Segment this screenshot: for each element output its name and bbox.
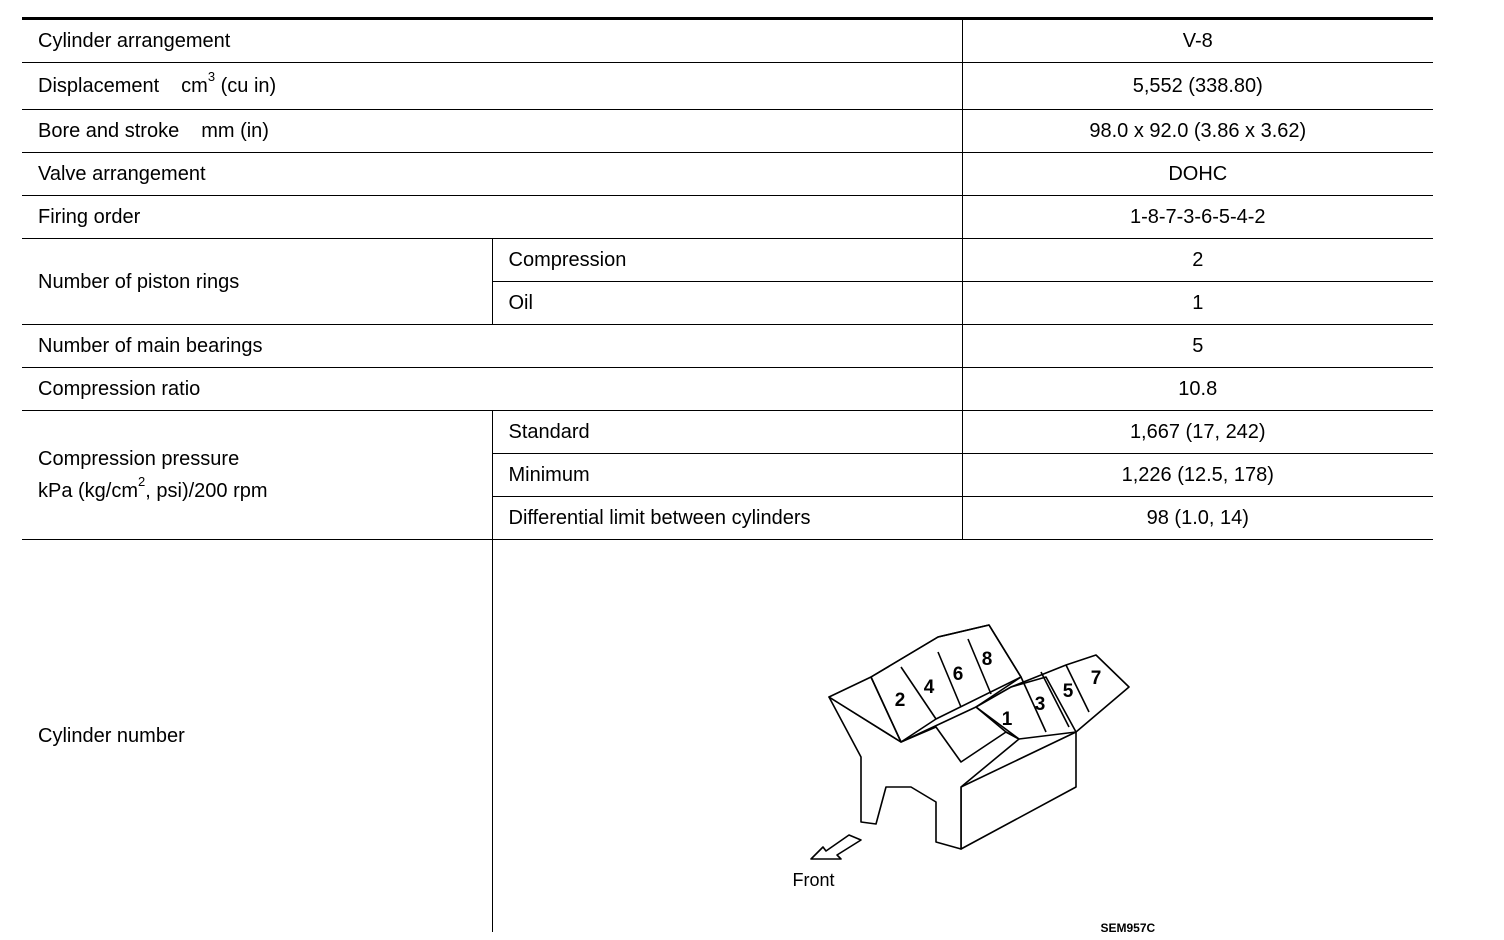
piston-rings-oil-label: Oil: [492, 282, 962, 325]
displacement-label: Displacement: [38, 75, 160, 97]
engine-spec-table: [22, 17, 1433, 935]
displacement-cell: [22, 63, 962, 110]
cylinder-label-1: 1: [1001, 709, 1012, 730]
row-compression-standard: [22, 411, 1433, 454]
piston-rings-compression-label: Compression: [492, 239, 962, 282]
row-compression-ratio: [22, 368, 1433, 411]
main-bearings-label: Number of main bearings: [22, 325, 962, 368]
cylinder-diagram-cell: [492, 540, 1433, 933]
compression-differential-value: 98 (1.0, 14): [962, 497, 1433, 540]
cylinder-label-6: 6: [952, 664, 963, 685]
compression-minimum-label: Minimum: [492, 454, 962, 497]
cylinder-arrangement-label: Cylinder arrangement: [22, 19, 962, 63]
piston-rings-compression-value: 2: [962, 239, 1433, 282]
valve-arrangement-value: DOHC: [962, 153, 1433, 196]
piston-rings-label: Number of piston rings: [22, 239, 492, 325]
compression-ratio-value: 10.8: [962, 368, 1433, 411]
bore-stroke-unit: mm (in): [201, 120, 269, 142]
compression-differential-label: Differential limit between cylinders: [492, 497, 962, 540]
v8-engine-diagram: [493, 540, 1434, 932]
row-firing-order: [22, 196, 1433, 239]
cylinder-number-label: Cylinder number: [22, 540, 492, 933]
cylinder-label-3: 3: [1034, 694, 1045, 715]
row-cylinder-number: [22, 540, 1433, 933]
row-main-bearings: [22, 325, 1433, 368]
firing-order-value: 1-8-7-3-6-5-4-2: [962, 196, 1433, 239]
compression-ratio-label: Compression ratio: [22, 368, 962, 411]
cylinder-label-7: 7: [1090, 668, 1101, 689]
compression-minimum-value: 1,226 (12.5, 178): [962, 454, 1433, 497]
row-piston-rings-compression: [22, 239, 1433, 282]
compression-pressure-unit: kPa ($kg/cm^2$, psi)/200 rpm: [38, 474, 268, 502]
valve-arrangement-label: Valve arrangement: [22, 153, 962, 196]
compression-standard-label: Standard: [492, 411, 962, 454]
cylinder-label-4: 4: [923, 677, 934, 698]
firing-order-label: Firing order: [22, 196, 962, 239]
bore-stroke-label: Bore and stroke: [38, 120, 180, 142]
compression-pressure-cell: [22, 411, 492, 540]
compression-pressure-label: Compression pressure: [38, 448, 240, 470]
cylinder-label-8: 8: [981, 649, 992, 670]
compression-standard-value: 1,667 (17, 242): [962, 411, 1433, 454]
row-cylinder-arrangement: [22, 19, 1433, 63]
row-bore-stroke: [22, 110, 1433, 153]
bore-stroke-value: 98.0 x 92.0 (3.86 x 3.62): [962, 110, 1433, 153]
cylinder-label-5: 5: [1062, 681, 1073, 702]
displacement-unit: $cm^3$ (cu in): [181, 69, 277, 97]
row-valve-arrangement: [22, 153, 1433, 196]
row-displacement: [22, 63, 1433, 110]
front-label: Front: [792, 870, 835, 890]
figure-code: SEM957C: [1100, 921, 1156, 935]
bore-stroke-cell: [22, 110, 962, 153]
main-bearings-value: 5: [962, 325, 1433, 368]
cylinder-arrangement-value: V-8: [962, 19, 1433, 63]
piston-rings-oil-value: 1: [962, 282, 1433, 325]
displacement-value: 5,552 (338.80): [962, 63, 1433, 110]
cylinder-label-2: 2: [894, 690, 905, 711]
